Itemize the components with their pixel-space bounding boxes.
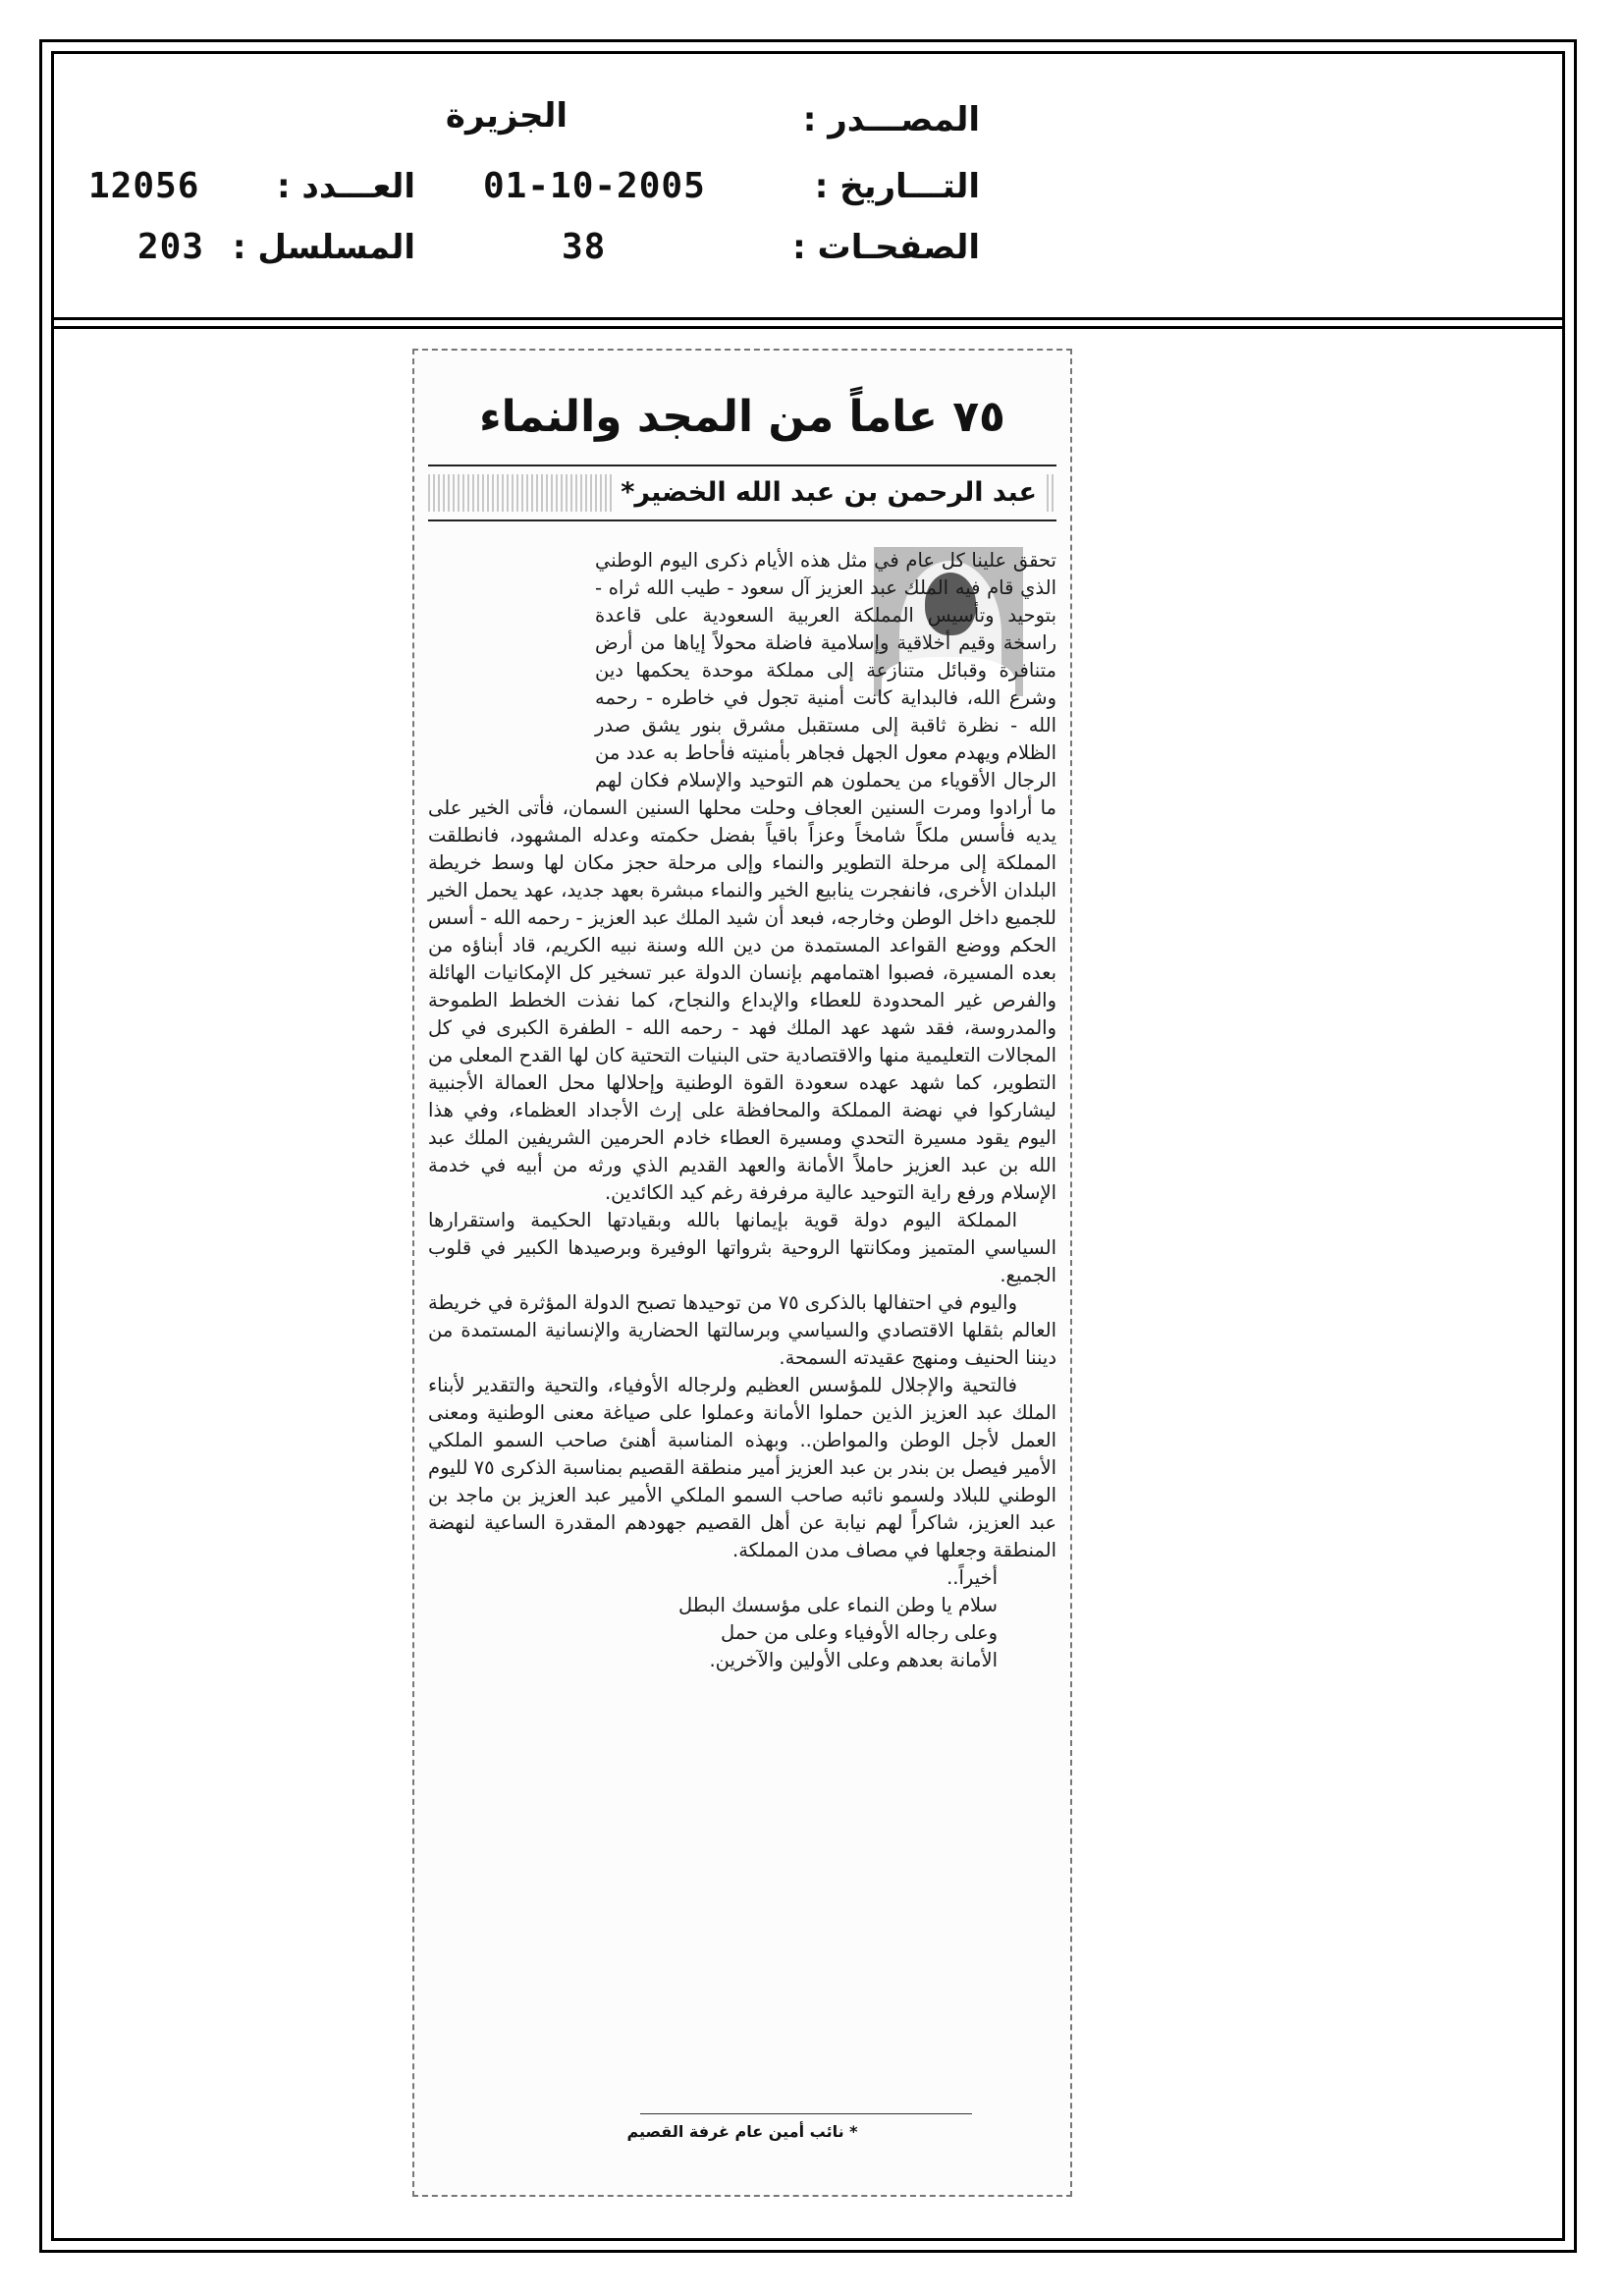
poem-line: سلام يا وطن النماء على مؤسسك البطل	[677, 1594, 998, 1616]
article-byline: عبد الرحمن بن عبد الله الخضير*	[613, 474, 1045, 512]
header-separator	[51, 317, 1565, 329]
footnote-rule	[640, 2113, 972, 2114]
newspaper-clipping	[412, 349, 1072, 2197]
pages-label: الصفحـات :	[792, 228, 980, 267]
author-footnote: * نائب أمين عام غرفة القصيم	[626, 2122, 858, 2141]
title-rule	[428, 465, 1056, 466]
article-title: ٧٥ عاماً من المجد والنماء	[479, 392, 1005, 442]
issue-label: العـــدد :	[277, 167, 415, 206]
source-label: المصـــدر :	[802, 100, 980, 139]
serial-value: 203	[137, 227, 205, 267]
byline-rule	[428, 519, 1056, 521]
date-value: 01-10-2005	[483, 166, 706, 206]
article-paragraph: فالتحية والإجلال للمؤسس العظيم ولرجاله الأوفياء، والتحية والتقدير لأبناء الملك عبد العزيز الذين حملوا الأمانة وعملوا على صياغة معنى الوطنية ومعنى العمل لأجل الوطن والمواطن.. وبهذه المناسبة أهنئ صاحب السمو الملكي الأمير فيصل بن بندر بن عبد العزيز أمير منطقة القصيم بمناسبة الذكرى ٧٥ لليوم الوطني للبلاد ولسمو نائبه صاحب السمو الملكي الأمير عبد العزيز بن ماجد بن عبد العزيز، شاكراً لهم نيابة عن أهل القصيم جهودهم المقدرة الساعية لنهضة المنطقة وجعلها في مصاف مدن المملكة.	[428, 1374, 1056, 1561]
poem-line: وعلى رجاله الأوفياء وعلى من حمل	[721, 1621, 998, 1644]
serial-label: المسلسل :	[232, 228, 415, 267]
article-body	[428, 547, 1056, 1674]
article-paragraph: تحقق علينا كل عام في مثل هذه الأيام ذكرى اليوم الوطني الذي قام فيه الملك عبد العزيز آل سعود - طيب الله ثراه - بتوحيد وتأسيس المملكة العربية السعودية على قاعدة راسخة وقيم أخلاقية وإسلامية فاضلة محولاً إياها من أرض متنافرة وقبائل متنازعة إلى مملكة موحدة يحكمها دين وشرع الله، فالبداية كانت أمنية تجول في خاطره - رحمه الله - نظرة ثاقبة إلى مستقبل مشرق بنور يشق صدر الظلام ويهدم معول الجهل فجاهر بأمنيته فأحاط به عدد من الرجال الأقوياء من يحملون هم التوحيد والإسلام فكان لهم ما أرادوا ومرت السنين العجاف وحلت محلها السنين السمان، فأتى الخير على يديه فأسس ملكاً شامخاً وعزاً باقياً بفضل حكمته وعدله المشهود، فانطلقت المملكة إلى مرحلة التطوير والنماء وإلى مرحلة حجز مكان لها وسط خريطة البلدان الأخرى، فانفجرت ينابيع الخير والنماء مبشرة بعهد جديد، عهد يحمل الخير للجميع داخل الوطن وخارجه، فبعد أن شيد الملك عبد العزيز - رحمه الله - أسس الحكم ووضع القواعد المستمدة من دين الله وسنة نبيه الكريم، قاد أبناؤه من بعده المسيرة، فصبوا اهتمامهم بإنسان الدولة عبر تسخير كل الإمكانيات الهائلة والفرص غير المحدودة للعطاء والإبداع والنجاح، كما نفذت الخطط الطموحة والمدروسة، فقد شهد عهد الملك فهد - رحمه الله - الطفرة الكبرى في كل المجالات التعليمية منها والاقتصادية حتى البنيات التحتية كان لها القدح المعلى من التطوير، كما شهد عهده سعودة القوة الوطنية وإحلالها محل العمالة الأجنبية ليشاركوا في نهضة المملكة والمحافظة على إرث الأجداد العظماء، وفي هذا اليوم يقود مسيرة التحدي ومسيرة العطاء خادم الحرمين الشريفين الملك عبد الله بن عبد العزيز حاملاً الأمانة والعهد القديم الذي ورثه من أبيه في خدمة الإسلام ورفع راية التوحيد عالية مرفرفة رغم كيد الكائدين.	[428, 549, 1056, 1204]
poem-line: الأمانة بعدهم وعلى الأولين والآخرين.	[709, 1649, 998, 1671]
date-label: التـــاريخ :	[814, 167, 980, 206]
issue-value: 12056	[88, 166, 200, 206]
source-value: الجزيرة	[445, 96, 568, 136]
closing-line: أخيراً..	[947, 1566, 998, 1589]
article-paragraph: واليوم في احتفالها بالذكرى ٧٥ من توحيدها تصبح الدولة المؤثرة في خريطة العالم بثقلها الاقتصادي والسياسي وبرسالتها الحضارية والإنسانية المستمدة من ديننا الحنيف ومنهج عقيدته السمحة.	[428, 1291, 1056, 1369]
article-paragraph: المملكة اليوم دولة قوية بإيمانها بالله وبقيادتها الحكيمة واستقرارها السياسي المتميز ومكانتها الروحية بثرواتها الوفيرة وبرصيدها الكبير في قلوب الجميع.	[428, 1209, 1056, 1286]
pages-value: 38	[562, 227, 607, 267]
